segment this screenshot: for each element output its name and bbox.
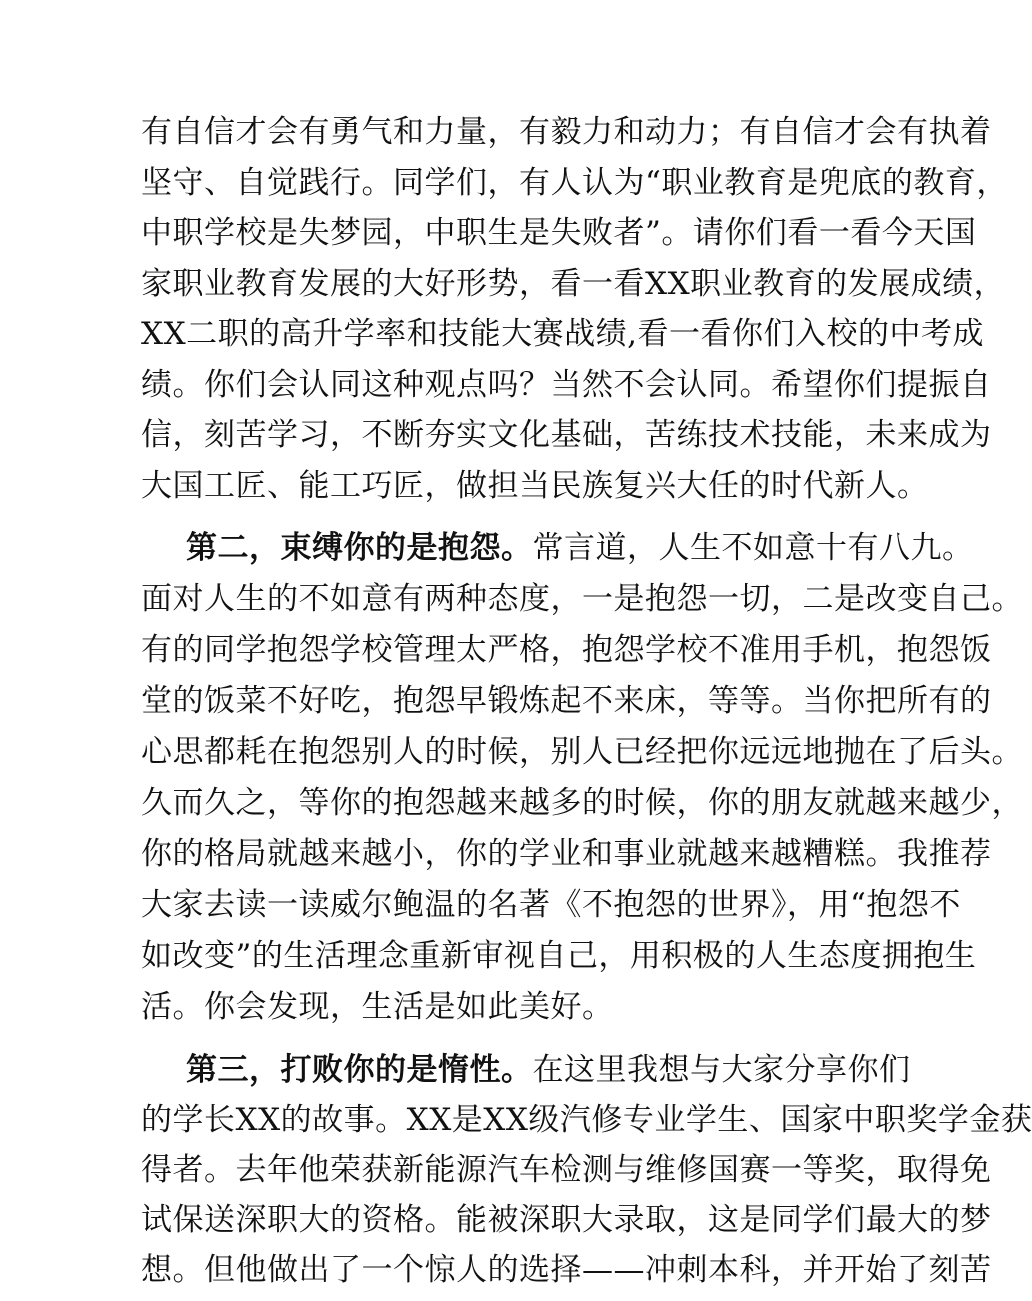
paragraph1-line-5: XX二职的高升学率和技能大赛战绩,看一看你们入校的中考成 — [141, 316, 984, 352]
paragraph1-line-6: 绩。你们会认同这种观点吗？当然不会认同。希望你们提振自 — [141, 367, 992, 403]
paragraph3-first-line-text: 在这里我想与大家分享你们 — [532, 1052, 911, 1088]
paragraph2-first-line — [186, 528, 974, 568]
paragraph1-line-8: 大国工匠、能工巧匠，做担当民族复兴大任的时代新人。 — [141, 468, 929, 504]
paragraph2-line-3: 有的同学抱怨学校管理太严格，抱怨学校不准用手机，抱怨饭 — [141, 632, 992, 668]
paragraph3-line-5: 想。但他做出了一个惊人的选择——冲刺本科，并开始了刻苦 — [141, 1252, 992, 1288]
paragraph1-line-4: 家职业教育发展的大好形势，看一看XX职业教育的发展成绩， — [141, 266, 1006, 302]
paragraph2-line-2: 面对人生的不如意有两种态度，一是抱怨一切，二是改变自己。 — [141, 581, 1023, 617]
paragraph3-first-line — [186, 1050, 911, 1090]
paragraph2-line-7: 你的格局就越来越小，你的学业和事业就越来越糟糕。我推荐 — [141, 836, 992, 872]
paragraph2-line-4: 堂的饭菜不好吃，抱怨早锻炼起不来床，等等。当你把所有的 — [141, 683, 992, 719]
paragraph2-line-10: 活。你会发现，生活是如此美好。 — [141, 989, 614, 1025]
paragraph1-line-3: 中职学校是失梦园，中职生是失败者”。请你们看一看今天国 — [141, 215, 977, 251]
paragraph2-line-9: 如改变”的生活理念重新审视自己，用积极的人生态度拥抱生 — [141, 938, 977, 974]
paragraph3-line-4: 试保送深职大的资格。能被深职大录取，这是同学们最大的梦 — [141, 1202, 992, 1238]
paragraph3-line-2: 的学长XX的故事。XX是XX级汽修专业学生、国家中职奖学金获 — [141, 1102, 1032, 1138]
paragraph1-line-2: 坚守、自觉践行。同学们，有人认为“职业教育是兜底的教育， — [141, 165, 1008, 201]
paragraph3-heading: 第三，打败你的是惰性。 — [186, 1052, 533, 1088]
paragraph2-heading: 第二，束缚你的是抱怨。 — [186, 530, 533, 566]
paragraph3-line-3: 得者。去年他荣获新能源汽车检测与维修国赛一等奖，取得免 — [141, 1152, 992, 1188]
paragraph1-line-7: 信，刻苦学习，不断夯实文化基础，苦练技术技能，未来成为 — [141, 417, 992, 453]
paragraph1-line-1: 有自信才会有勇气和力量，有毅力和动力；有自信才会有执着 — [141, 114, 992, 150]
paragraph2-line-5: 心思都耗在抱怨别人的时候，别人已经把你远远地抛在了后头。 — [141, 734, 1023, 770]
paragraph2-first-line-text: 常言道，人生不如意十有八九。 — [532, 530, 974, 566]
paragraph2-line-8: 大家去读一读威尔鲍温的名著《不抱怨的世界》，用“抱怨不 — [141, 887, 961, 923]
paragraph2-line-6: 久而久之，等你的抱怨越来越多的时候，你的朋友就越来越少， — [141, 785, 1023, 821]
